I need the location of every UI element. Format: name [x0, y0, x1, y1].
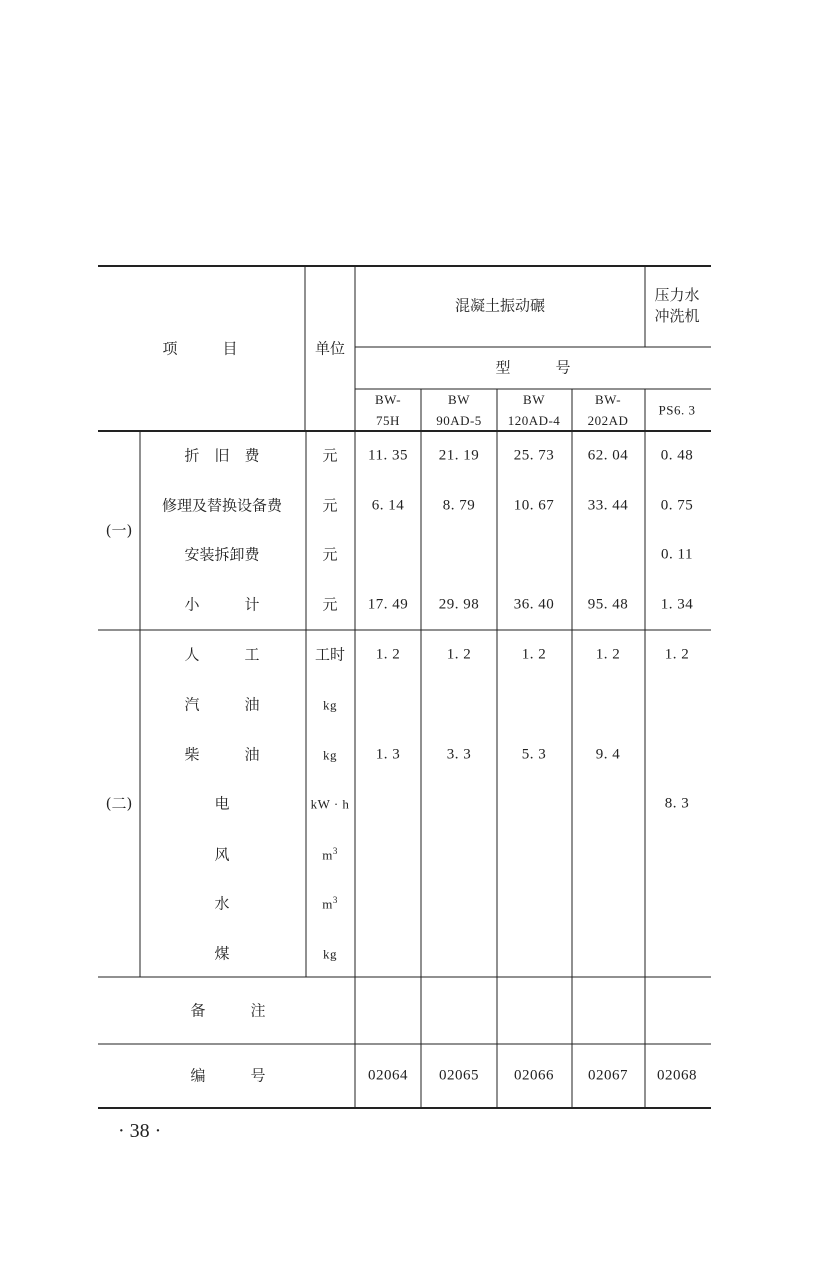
- cell-value: 8. 79: [442, 497, 476, 514]
- row-name: 电: [214, 794, 230, 813]
- cell-value: 29. 98: [438, 596, 480, 613]
- row-unit: kW · h: [310, 796, 350, 812]
- row-unit: 元: [322, 595, 338, 614]
- cell-value: 8. 3: [664, 795, 690, 812]
- code-value: 02065: [439, 1067, 479, 1084]
- model-line2: 202AD: [587, 413, 629, 428]
- row-name: 人 工: [184, 645, 260, 664]
- cell-value: 21. 19: [438, 447, 480, 464]
- code-value: 02064: [368, 1067, 408, 1084]
- model-line2: 120AD-4: [507, 413, 561, 428]
- row-name: 修理及替换设备费: [161, 496, 283, 515]
- row-unit: 元: [322, 496, 338, 515]
- cell-value: 5. 3: [521, 746, 547, 763]
- section1-label: (一): [105, 521, 133, 540]
- model-line2: 75H: [376, 413, 400, 428]
- row-name: 汽 油: [184, 695, 260, 714]
- row-unit: 工时: [314, 645, 346, 664]
- model-line2: 90AD-5: [436, 413, 482, 428]
- row-unit: 元: [322, 446, 338, 465]
- model-cell: [375, 389, 401, 431]
- unit-superscript: 3: [332, 895, 338, 906]
- cell-value: 0. 75: [660, 497, 694, 514]
- model-cell: [588, 389, 629, 431]
- model-line1: BW-: [374, 392, 402, 407]
- cell-value: 0. 48: [660, 447, 694, 464]
- row-name: 小 计: [184, 595, 260, 614]
- row-unit: [322, 846, 338, 863]
- header-item: 项 目: [162, 339, 238, 358]
- model-line1: BW: [523, 392, 545, 407]
- row-name: 柴 油: [184, 745, 260, 764]
- row-name: 折 旧 费: [184, 446, 260, 465]
- unit-base: m: [322, 896, 333, 912]
- cell-value: 1. 2: [664, 646, 690, 663]
- cell-value: 1. 34: [660, 596, 694, 613]
- model-cell: PS6. 3: [658, 402, 696, 418]
- header-group-pressure-washer-line2: 冲洗机: [654, 307, 700, 325]
- row-name: 煤: [214, 944, 230, 963]
- model-line1: BW: [448, 392, 470, 407]
- model-cell: [436, 389, 482, 431]
- row-unit: kg: [323, 697, 337, 713]
- remarks-label: 备 注: [190, 1001, 266, 1020]
- cell-value: 95. 48: [587, 596, 629, 613]
- code-label: 编 号: [190, 1066, 266, 1085]
- cell-value: 10. 67: [513, 497, 555, 514]
- section2-label: (二): [105, 794, 133, 813]
- cell-value: 25. 73: [513, 447, 555, 464]
- cell-value: 33. 44: [587, 497, 629, 514]
- header-unit: 单位: [314, 339, 346, 358]
- code-value: 02068: [657, 1067, 697, 1084]
- page-number: · 38 ·: [118, 1120, 162, 1142]
- row-unit: kg: [323, 747, 337, 763]
- unit-base: m: [322, 847, 333, 863]
- row-unit: [322, 895, 338, 912]
- header-model: 型 号: [495, 358, 571, 377]
- cell-value: 1. 2: [595, 646, 621, 663]
- cell-value: 1. 2: [446, 646, 472, 663]
- cell-value: 62. 04: [587, 447, 629, 464]
- cell-value: 9. 4: [595, 746, 621, 763]
- row-name: 水: [214, 894, 230, 913]
- row-unit: 元: [322, 545, 338, 564]
- model-line1: BW-: [594, 392, 622, 407]
- row-name: 风: [214, 845, 230, 864]
- header-group-vibratory-roller: 混凝土振动碾: [454, 296, 546, 315]
- cell-value: 0. 11: [661, 546, 693, 563]
- row-name: 安装拆卸费: [184, 545, 260, 564]
- cell-value: 3. 3: [446, 746, 472, 763]
- unit-superscript: 3: [332, 846, 338, 857]
- code-value: 02067: [588, 1067, 628, 1084]
- cell-value: 1. 2: [375, 646, 401, 663]
- header-group-pressure-washer-line1: 压力水: [654, 286, 700, 304]
- cell-value: 1. 2: [521, 646, 547, 663]
- cell-value: 1. 3: [375, 746, 401, 763]
- row-unit: kg: [323, 946, 337, 962]
- cell-value: 6. 14: [371, 497, 405, 514]
- cell-value: 17. 49: [367, 596, 409, 613]
- code-value: 02066: [514, 1067, 554, 1084]
- model-cell: [508, 389, 561, 431]
- cell-value: 11. 35: [368, 447, 408, 464]
- header-group-pressure-washer: [654, 285, 699, 327]
- cell-value: 36. 40: [513, 596, 555, 613]
